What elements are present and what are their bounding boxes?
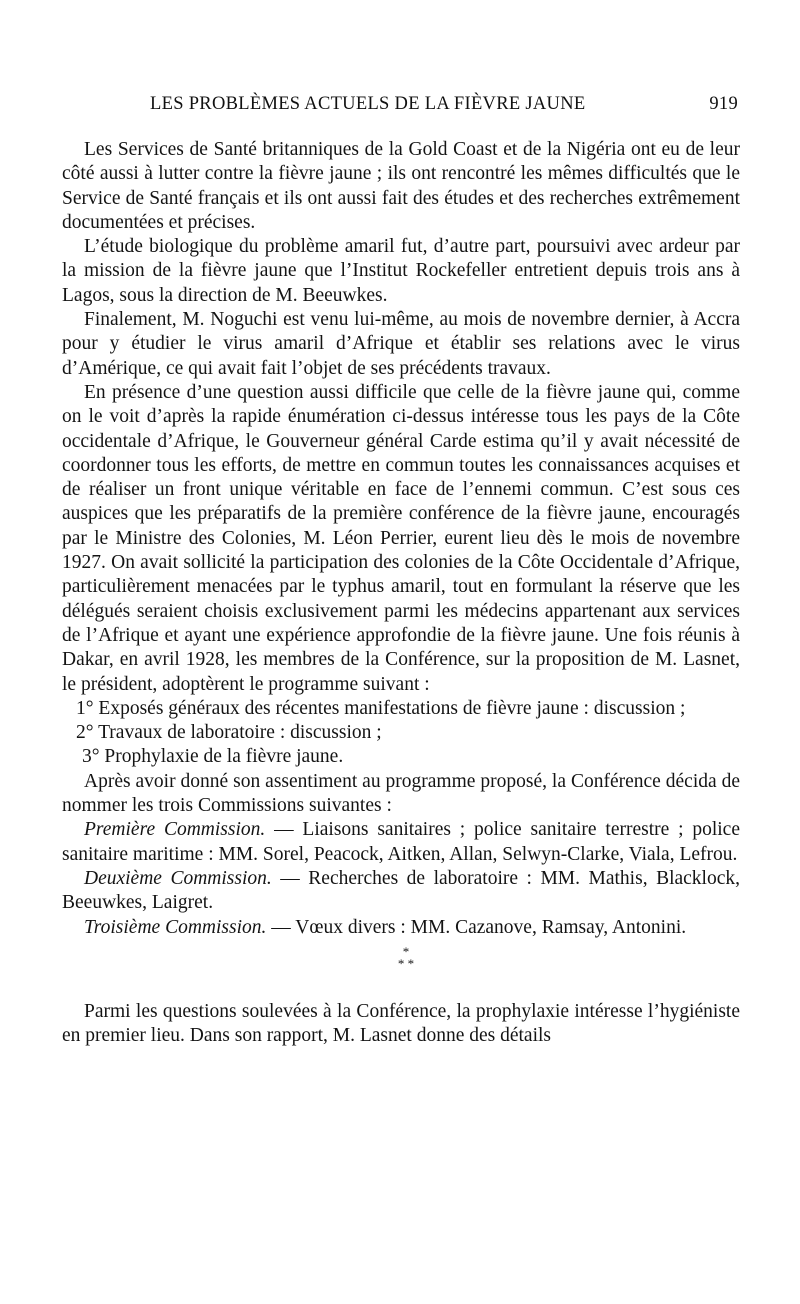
commission-1 [62, 818, 740, 867]
commission-3-name: Troisième Commission. [84, 916, 267, 938]
commission-2-text: — Recherches de laboratoire : MM. Mathis, Blacklock, Beeuwkes, Laigret. [62, 867, 741, 914]
running-title: LES PROBLÈMES ACTUELS DE LA FIÈVRE JAUNE [150, 94, 586, 114]
commission-2 [62, 867, 740, 916]
commission-1-name: Première Commission. [84, 819, 266, 841]
paragraph-prophylaxis: Parmi les questions soulevées à la Conférence, la prophylaxie intéresse l’hygiéniste en premier lieu. Dans son rapport, M. Lasnet donne des détails [62, 1000, 740, 1047]
paragraph-british-services: Les Services de Santé britanniques de la Gold Coast et de la Nigéria ont eu de leur côté aussi à lutter contre la fièvre jaune ; ils ont rencontré les mêmes difficultés que le Service de Santé français et ils ont aussi fait des études et des recherches extrêmement documentées et précises. [62, 139, 740, 233]
body-text [62, 138, 740, 1048]
commission-3 [62, 916, 740, 940]
commission-1-text: — Liaisons sanitaires ; police sanitaire terrestre ; police sanitaire maritime : MM. Sorel, Peacock, Aitken, Allan, Selwyn-Clarke, Viala, Lefrou. [62, 819, 740, 865]
commission-2-name: Deuxième Commission. [84, 867, 272, 889]
paragraph-noguchi: Finalement, M. Noguchi est venu lui-même, au mois de novembre dernier, à Accra pour y étudier le virus amaril d’Afrique et établir ses relations avec le virus d’Amérique, ce qui avait fait l’objet de ses précédents travaux. [62, 309, 740, 379]
page-number: 919 [709, 94, 738, 114]
program-item-3: 3° Prophylaxie de la fièvre jaune. [82, 746, 344, 768]
paragraph-commissions-intro: Après avoir donné son assentiment au programme proposé, la Conférence décida de nommer les trois Commissions suivantes : [62, 770, 740, 817]
program-item-2: 2° Travaux de laboratoire : discussion ; [76, 722, 382, 744]
asterism-separator [67, 943, 745, 971]
asterism-bottom: * * [397, 955, 415, 971]
paragraph-conference-origin: En présence d’une question aussi difficile que celle de la fièvre jaune qui, comme on le voit d’après la rapide énumération ci-dessus intéresse tous les pays de la Côte occidentale d’Afrique, le Gouverneur général Carde estima qu’il y avait nécessité de coordonner tous les efforts, de mettre en commun toutes les connaissances acquises et de réaliser un front unique véritable en face de l’ennemi commun. C’est sous ces auspices que les préparatifs de la première conférence de la fièvre jaune, encouragés par le Ministre des Colonies, M. Léon Perrier, eurent lieu dès le mois de novembre 1927. On avait sollicité la participation des colonies de la Côte Occidentale d’Afrique, particulièrement menacées par le typhus amaril, tout en formulant la réserve que les délégués seraient choisis exclusivement parmi les médecins appartenant aux services de l’Afrique et ayant une expérience approfondie de la fièvre jaune. Une fois réunis à Dakar, en avril 1928, les membres de la Conférence, sur la proposition de M. Lasnet, le président, adoptèrent le programme suivant : [62, 381, 740, 695]
commission-3-text: — Vœux divers : MM. Cazanove, Ramsay, Antonini. [266, 916, 687, 938]
paragraph-rockefeller-mission: L’étude biologique du problème amaril fut, d’autre part, poursuivi avec ardeur par la mission de la fièvre jaune que l’Institut Rockefeller entretient depuis trois ans à Lagos, sous la direction de M. Beeuwkes. [62, 236, 740, 306]
asterism-top: * [402, 943, 410, 959]
program-item-1: 1° Exposés généraux des récentes manifestations de fièvre jaune : discussion ; [76, 697, 686, 719]
